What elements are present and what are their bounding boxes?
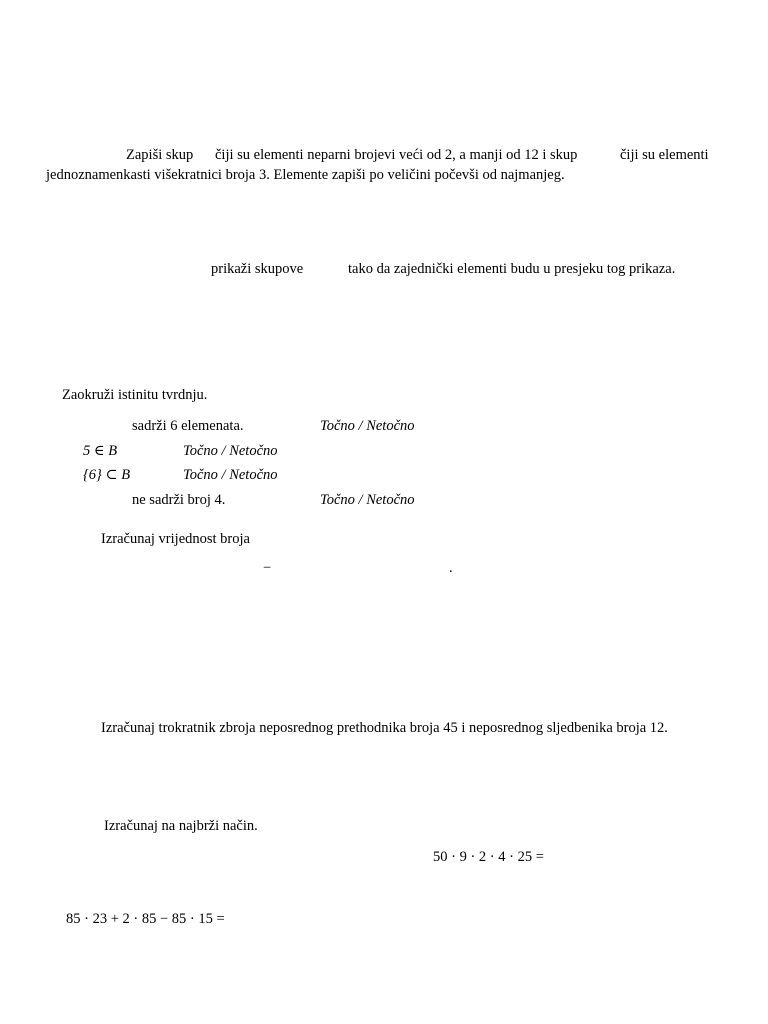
- task6-expression-2: 85 · 23 + 2 · 85 − 85 · 15 =: [66, 911, 225, 927]
- task3-statement-3: {6} ⊂ B: [83, 467, 131, 483]
- task6-instruction: Izračunaj na najbrži način.: [104, 818, 258, 834]
- task3-instruction: Zaokruži istinitu tvrdnju.: [62, 387, 208, 403]
- task4-minus-sign: −: [263, 560, 272, 576]
- task3-statement-1: sadrži 6 elemenata.: [132, 418, 244, 434]
- task3-answer-1[interactable]: Točno / Netočno: [320, 418, 415, 434]
- task3-statement-4: ne sadrži broj 4.: [132, 492, 226, 508]
- task1-text-a: Zapiši skup: [126, 147, 194, 163]
- task2-text-b: tako da zajednički elementi budu u presjeku tog prikaza.: [348, 261, 676, 277]
- task2-text-a: prikaži skupove: [211, 261, 304, 277]
- task6-expression-1: 50 · 9 · 2 · 4 · 25 =: [433, 849, 544, 865]
- task3-answer-3[interactable]: Točno / Netočno: [183, 467, 278, 483]
- task1-text-b: čiji su elementi neparni brojevi veći od 2, a manji od 12 i skup: [215, 147, 578, 163]
- task3-answer-2[interactable]: Točno / Netočno: [183, 443, 278, 459]
- task5-instruction: Izračunaj trokratnik zbroja neposrednog prethodnika broja 45 i neposrednog sljedbenika broja 12.: [101, 720, 668, 736]
- task3-answer-4[interactable]: Točno / Netočno: [320, 492, 415, 508]
- task4-instruction: Izračunaj vrijednost broja: [101, 531, 250, 547]
- task4-dot: .: [449, 560, 453, 576]
- task3-statement-2: 5 ∈ B: [83, 443, 118, 459]
- task1-text-line2: jednoznamenkasti višekratnici broja 3. Elemente zapiši po veličini počevši od najmanjeg.: [46, 167, 565, 183]
- task1-text-c: čiji su elementi: [620, 147, 709, 163]
